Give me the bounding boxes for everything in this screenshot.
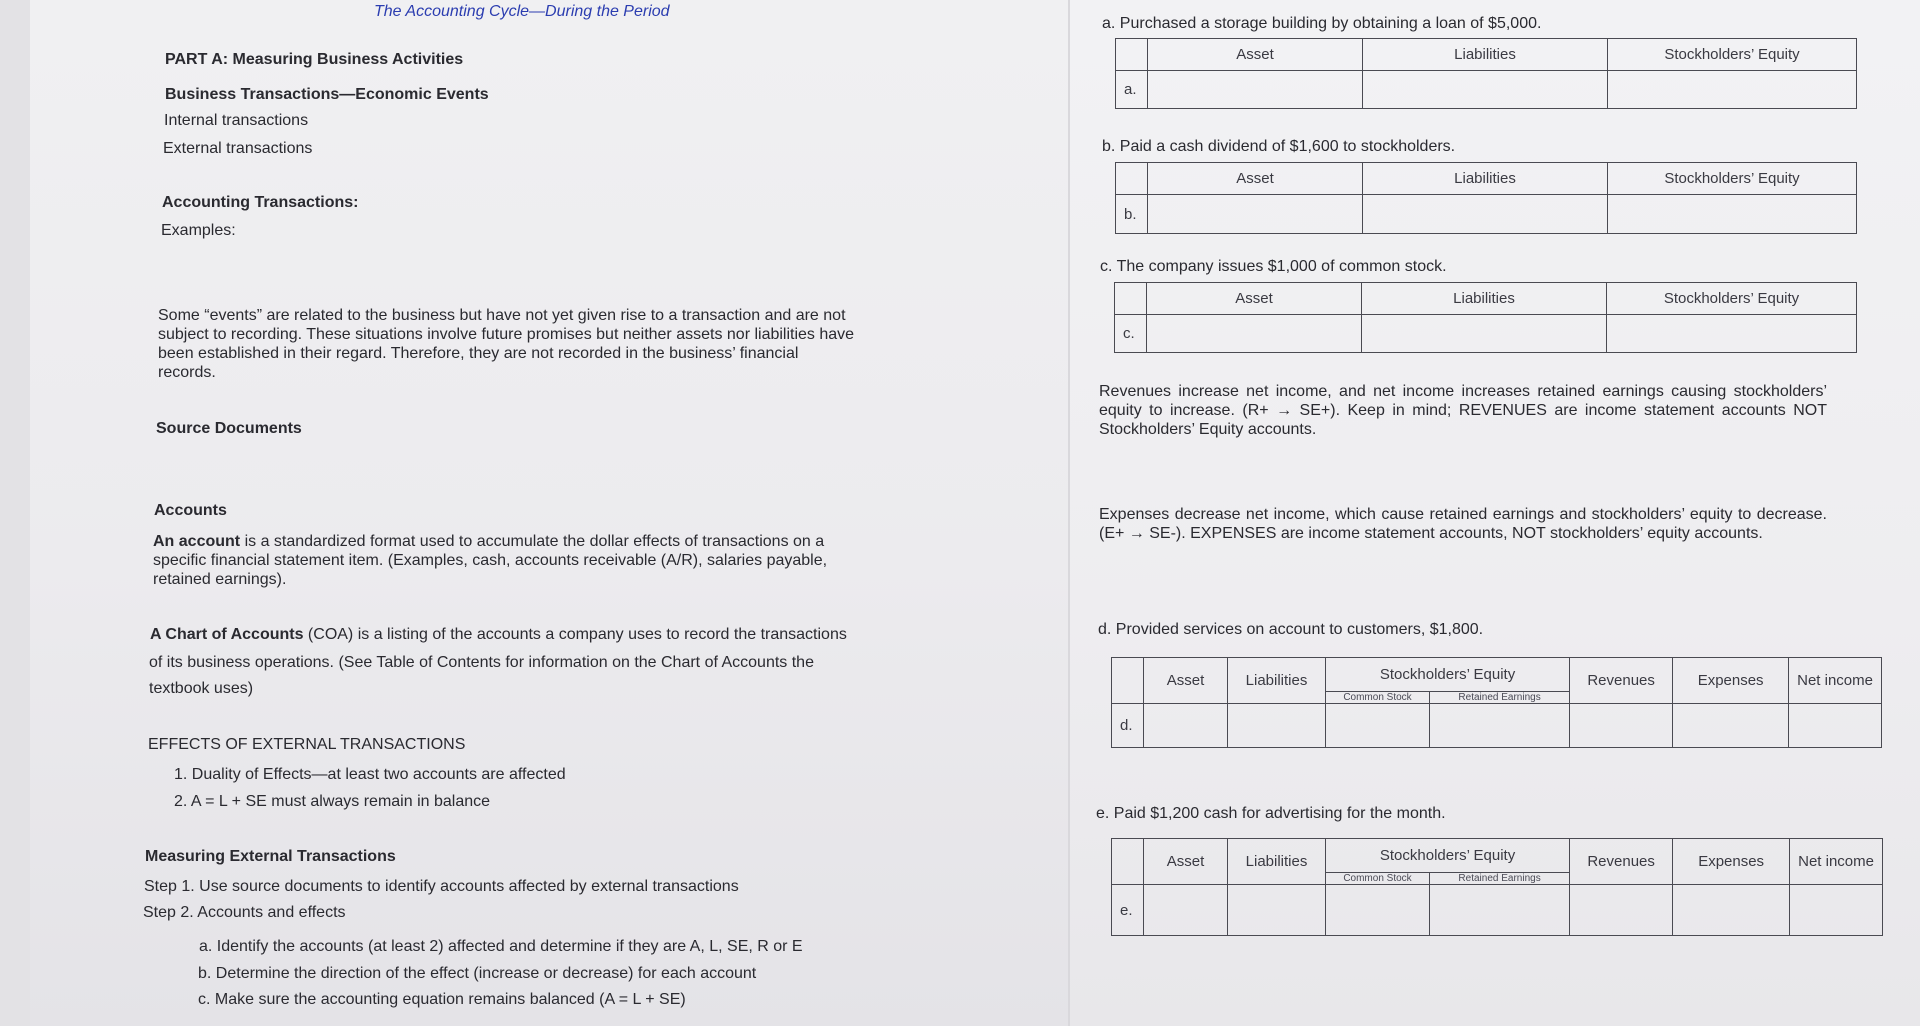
answer-cell[interactable] xyxy=(1790,885,1883,936)
examples-label: Examples: xyxy=(161,222,236,239)
answer-cell[interactable] xyxy=(1607,315,1857,353)
step-2-item-a: a. Identify the accounts (at least 2) affected and determine if they are A, L, SE, R or E xyxy=(199,938,803,955)
col-header-revenues: Revenues xyxy=(1570,839,1673,885)
row-label-b: b. xyxy=(1116,195,1148,234)
table-e xyxy=(1111,838,1883,936)
coa-definition-text: (COA) is a listing of the accounts a company uses to record the transactions xyxy=(303,626,847,643)
answer-cell[interactable] xyxy=(1430,704,1570,748)
answer-cell[interactable] xyxy=(1363,195,1608,234)
row-label-d: d. xyxy=(1112,704,1144,748)
col-header-revenues: Revenues xyxy=(1570,658,1673,704)
col-header-asset: Asset xyxy=(1147,283,1362,315)
question-e: e. Paid $1,200 cash for advertising for the month. xyxy=(1096,805,1446,822)
measuring-heading: Measuring External Transactions xyxy=(145,848,396,865)
sub-header-common-stock: Common Stock xyxy=(1326,873,1430,885)
events-paragraph: Some “events” are related to the business but have not yet given rise to a transaction and are not subject to recording. These situations involve future promises but neither assets nor liabilities have been established in their regard. Therefore, they are not recorded in the business’ financial records. xyxy=(158,307,855,381)
col-header-se: Stockholders’ Equity xyxy=(1607,283,1857,315)
answer-cell[interactable] xyxy=(1430,885,1570,936)
question-c: c. The company issues $1,000 of common stock. xyxy=(1100,258,1447,275)
col-header-net-income: Net income xyxy=(1789,658,1882,704)
blank-cell xyxy=(1115,283,1147,315)
accounts-heading: Accounts xyxy=(154,502,227,519)
answer-cell[interactable] xyxy=(1570,885,1673,936)
answer-cell[interactable] xyxy=(1326,885,1430,936)
sub-header-retained-earnings: Retained Earnings xyxy=(1430,873,1570,885)
answer-cell[interactable] xyxy=(1789,704,1882,748)
answer-cell[interactable] xyxy=(1608,195,1857,234)
blank-cell xyxy=(1112,658,1144,704)
answer-cell[interactable] xyxy=(1228,885,1326,936)
effects-heading: EFFECTS OF EXTERNAL TRANSACTIONS xyxy=(148,736,466,753)
answer-cell[interactable] xyxy=(1144,885,1228,936)
table-c xyxy=(1114,282,1857,353)
coa-definition-line3: textbook uses) xyxy=(149,680,254,697)
source-documents-heading: Source Documents xyxy=(156,420,302,437)
col-header-se: Stockholders’ Equity xyxy=(1608,39,1857,71)
row-label-e: e. xyxy=(1112,885,1144,936)
question-b: b. Paid a cash dividend of $1,600 to stockholders. xyxy=(1102,138,1456,155)
step-2-item-c: c. Make sure the accounting equation remains balanced (A = L + SE) xyxy=(198,991,686,1008)
answer-cell[interactable] xyxy=(1148,195,1363,234)
sub-header-common-stock: Common Stock xyxy=(1326,692,1430,704)
row-label-a: a. xyxy=(1116,71,1148,109)
blank-cell xyxy=(1112,839,1144,885)
coa-definition-line2: of its business operations. (See Table of Contents for information on the Chart of Accounts the xyxy=(149,654,814,671)
col-header-asset: Asset xyxy=(1144,658,1228,704)
blank-cell xyxy=(1116,163,1148,195)
internal-transactions-label: Internal transactions xyxy=(164,112,309,129)
business-transactions-heading: Business Transactions—Economic Events xyxy=(165,86,489,103)
table-a xyxy=(1115,38,1857,109)
external-transactions-label: External transactions xyxy=(163,140,313,157)
account-definition xyxy=(153,532,853,589)
row-label-c: c. xyxy=(1115,315,1147,353)
blank-cell xyxy=(1116,39,1148,71)
sub-header-retained-earnings: Retained Earnings xyxy=(1430,692,1570,704)
part-a-heading: PART A: Measuring Business Activities xyxy=(165,51,464,68)
col-header-se: Stockholders’ Equity xyxy=(1326,839,1570,873)
coa-term: A Chart of Accounts xyxy=(150,626,304,643)
step-1: Step 1. Use source documents to identify accounts affected by external transactions xyxy=(144,878,739,895)
effects-item-2: 2. A = L + SE must always remain in balance xyxy=(174,793,491,810)
page-title: The Accounting Cycle—During the Period xyxy=(374,3,670,20)
table-b xyxy=(1115,162,1857,234)
col-header-se: Stockholders’ Equity xyxy=(1608,163,1857,195)
answer-cell[interactable] xyxy=(1326,704,1430,748)
answer-cell[interactable] xyxy=(1673,704,1789,748)
answer-cell[interactable] xyxy=(1362,315,1607,353)
col-header-asset: Asset xyxy=(1144,839,1228,885)
answer-cell[interactable] xyxy=(1148,71,1363,109)
answer-cell[interactable] xyxy=(1608,71,1857,109)
col-header-expenses: Expenses xyxy=(1673,658,1789,704)
answer-cell[interactable] xyxy=(1363,71,1608,109)
coa-definition-line1 xyxy=(150,625,847,644)
account-term: An account xyxy=(153,533,241,550)
col-header-liabilities: Liabilities xyxy=(1228,658,1326,704)
answer-cell[interactable] xyxy=(1228,704,1326,748)
answer-cell[interactable] xyxy=(1147,315,1362,353)
step-2: Step 2. Accounts and effects xyxy=(143,904,346,921)
revenues-paragraph: Revenues increase net income, and net income increases retained earnings causing stockholders’ equity to increase. (R+ → SE+). Keep in mind; REVENUES are income statement accounts NOT Stockholders’ Equity accounts. xyxy=(1099,383,1827,438)
accounting-transactions-heading: Accounting Transactions: xyxy=(162,194,359,211)
answer-cell[interactable] xyxy=(1570,704,1673,748)
effects-item-1: 1. Duality of Effects—at least two accounts are affected xyxy=(174,766,566,783)
answer-cell[interactable] xyxy=(1144,704,1228,748)
col-header-expenses: Expenses xyxy=(1673,839,1790,885)
col-header-liabilities: Liabilities xyxy=(1228,839,1326,885)
col-header-liabilities: Liabilities xyxy=(1363,39,1608,71)
table-d xyxy=(1111,657,1882,748)
account-definition-text: is a standardized format used to accumulate the dollar effects of transactions on a specific financial statement item. (Examples, cash, accounts receivable (A/R), salaries payable, retained earnings). xyxy=(153,533,828,588)
expenses-paragraph: Expenses decrease net income, which cause retained earnings and stockholders’ equity to decrease. (E+ → SE-). EXPENSES are income statement accounts, NOT stockholders’ equity accounts. xyxy=(1099,506,1827,542)
col-header-net-income: Net income xyxy=(1790,839,1883,885)
col-header-liabilities: Liabilities xyxy=(1363,163,1608,195)
answer-cell[interactable] xyxy=(1673,885,1790,936)
col-header-liabilities: Liabilities xyxy=(1362,283,1607,315)
col-header-se: Stockholders’ Equity xyxy=(1326,658,1570,692)
col-header-asset: Asset xyxy=(1148,163,1363,195)
question-a: a. Purchased a storage building by obtaining a loan of $5,000. xyxy=(1102,15,1542,32)
col-header-asset: Asset xyxy=(1148,39,1363,71)
question-d: d. Provided services on account to customers, $1,800. xyxy=(1098,621,1484,638)
step-2-item-b: b. Determine the direction of the effect (increase or decrease) for each account xyxy=(198,965,757,982)
